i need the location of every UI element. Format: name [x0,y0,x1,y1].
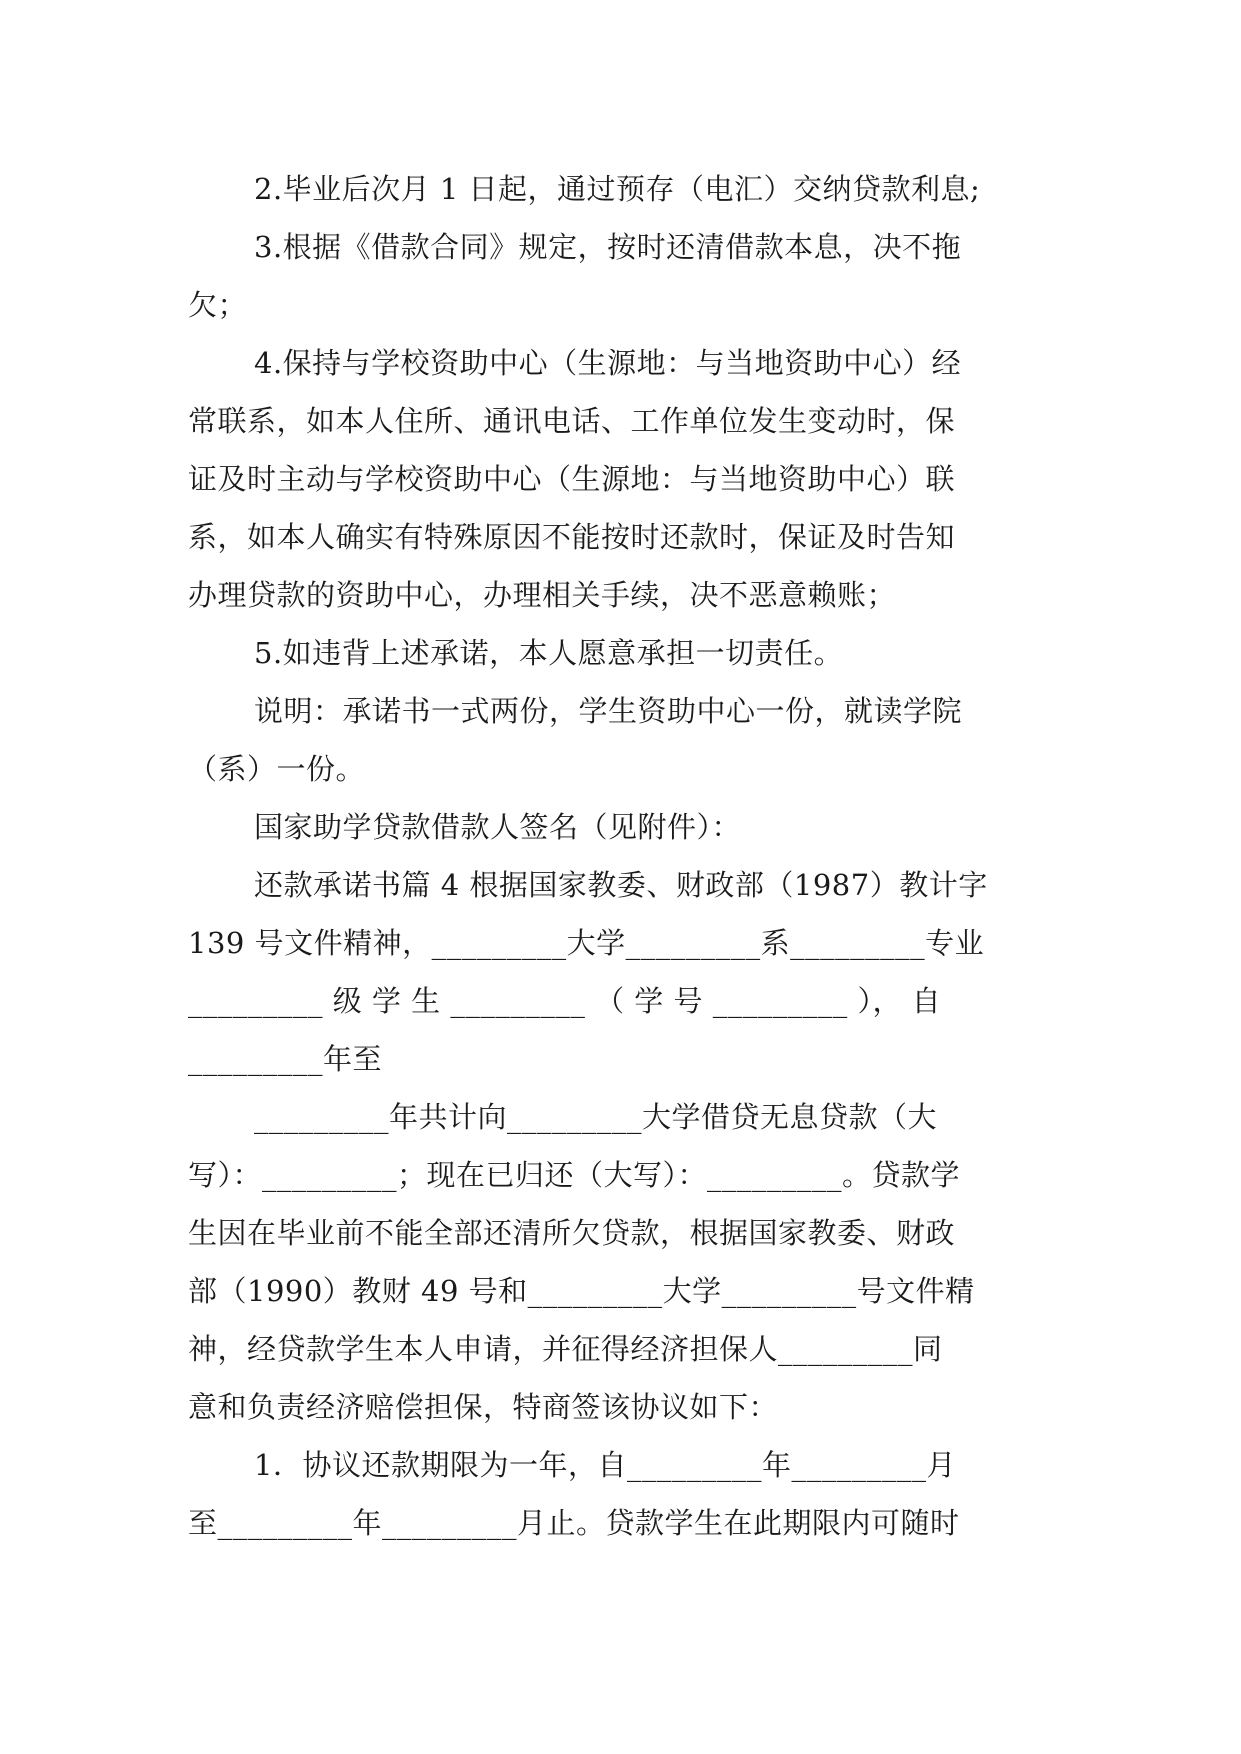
paragraph-line: _________ 级 学 生 _________ （ 学 号 _________ ）， 自 [188,984,942,1018]
paragraph-line: （系）一份。 [188,752,366,786]
paragraph-line: _________年共计向_________大学借贷无息贷款（大 [254,1100,938,1134]
paragraph-line: 1．协议还款期限为一年，自_________年_________月 [254,1448,956,1482]
paragraph-line: 3.根据《借款合同》规定，按时还清借款本息，决不拖 [254,230,962,264]
paragraph-line: 欠； [188,288,248,322]
paragraph-line: 写）：_________；现在已归还（大写）：_________。贷款学 [188,1158,961,1192]
document-body [188,160,1054,1552]
paragraph-line: 还款承诺书篇 4 根据国家教委、财政部（1987）教计字 [254,868,988,902]
paragraph-line: 4.保持与学校资助中心（生源地：与当地资助中心）经 [254,346,962,380]
paragraph-line: 意和负责经济赔偿担保，特商签该协议如下： [188,1390,779,1424]
paragraph-line: 说明：承诺书一式两份，学生资助中心一份，就读学院 [254,694,963,728]
paragraph-line: 5.如违背上述承诺，本人愿意承担一切责任。 [254,636,844,670]
paragraph-line: 常联系，如本人住所、通讯电话、工作单位发生变动时，保 [188,404,956,438]
paragraph-line: 系，如本人确实有特殊原因不能按时还款时，保证及时告知 [188,520,956,554]
paragraph-line: 至_________年_________月止。贷款学生在此期限内可随时 [188,1506,960,1540]
paragraph-line: 办理贷款的资助中心，办理相关手续，决不恶意赖账； [188,578,897,612]
paragraph-line: 国家助学贷款借款人签名（见附件）： [254,810,742,844]
paragraph-line: 2.毕业后次月 1 日起，通过预存（电汇）交纳贷款利息; [254,172,981,206]
paragraph-line: 生因在毕业前不能全部还清所欠贷款，根据国家教委、财政 [188,1216,956,1250]
paragraph-line: 证及时主动与学校资助中心（生源地：与当地资助中心）联 [188,462,956,496]
paragraph-line: 神，经贷款学生本人申请，并征得经济担保人_________同 [188,1332,943,1366]
paragraph-line: 部（1990）教财 49 号和_________大学_________号文件精 [188,1274,975,1308]
paragraph-line: _________年至 [188,1042,383,1076]
paragraph-line: 139 号文件精神，_________大学_________系_________专业 [188,926,985,960]
